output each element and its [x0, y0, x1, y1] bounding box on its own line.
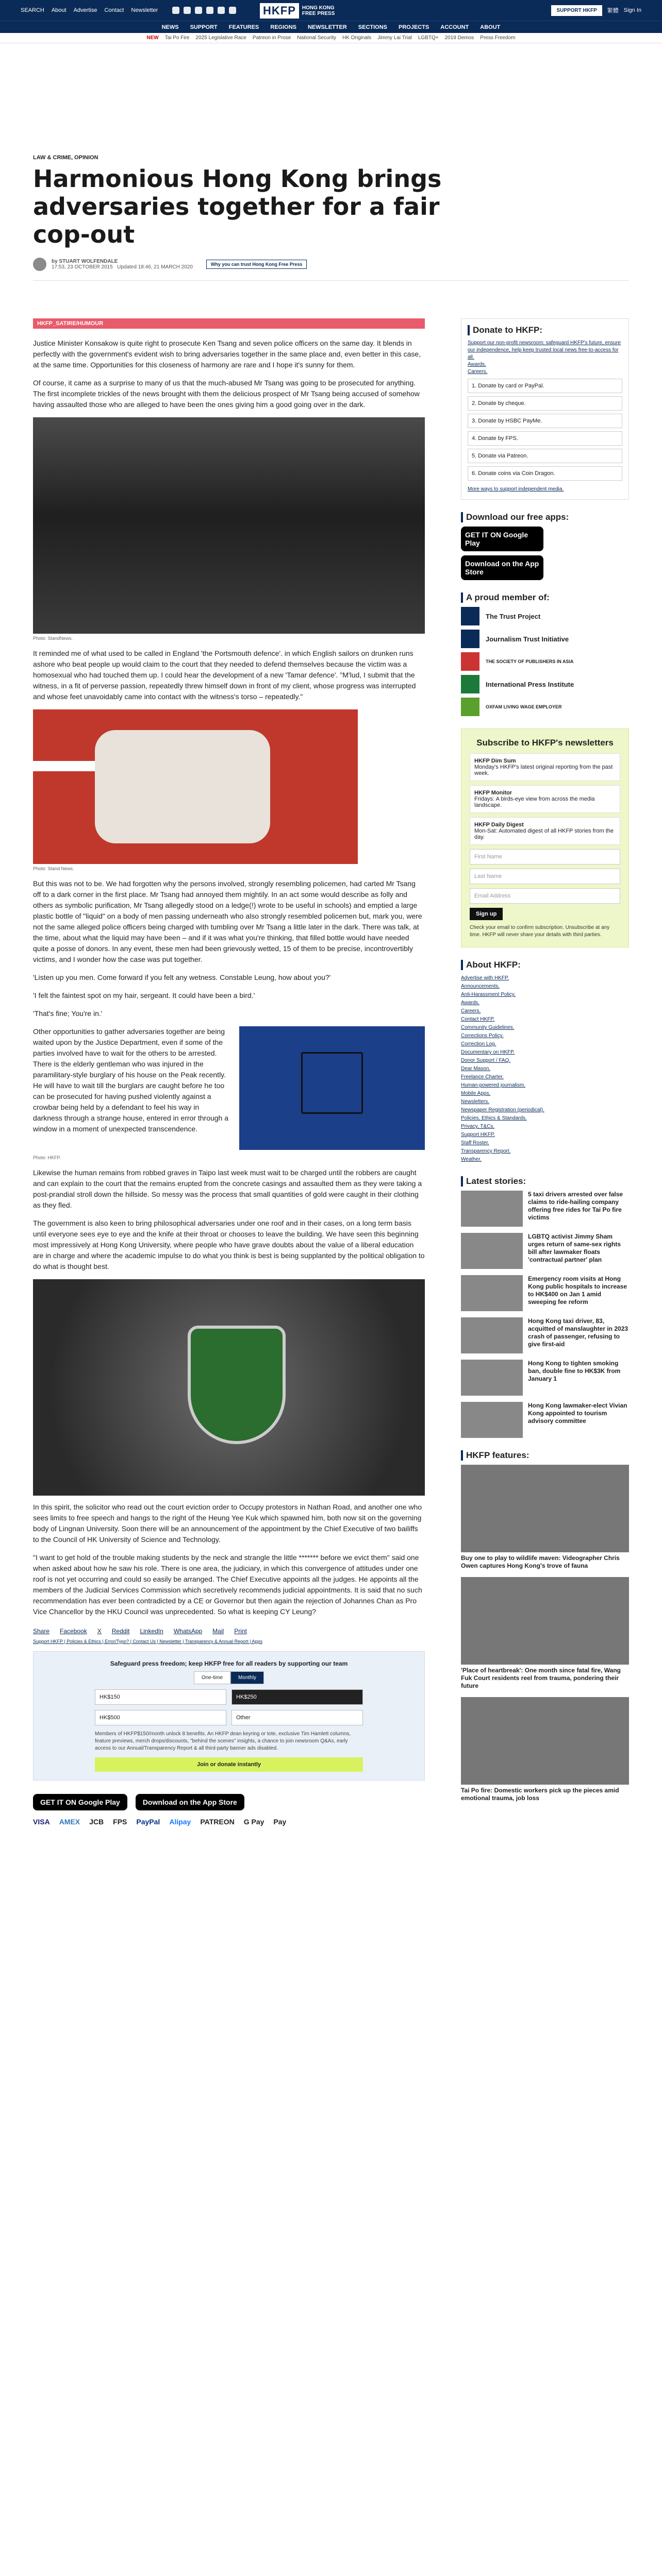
youtube-icon[interactable] [206, 7, 213, 14]
story-title: Emergency room visits at Hong Kong public hospitals to increase to HK$400 on Jan 1 amid sweeping fee reform [528, 1275, 627, 1306]
feature-image[interactable] [461, 1577, 629, 1665]
newsletter-fine-print: Check your email to confirm subscription. Unsubscribe at any time. HKFP will never share your details with third parties. [470, 925, 610, 938]
donate-title: Donate to HKFP: [468, 325, 622, 335]
features-list [461, 1465, 629, 1802]
story-item[interactable] [461, 1233, 629, 1269]
share-facebook[interactable]: Facebook [60, 1628, 87, 1635]
amount-option[interactable]: HK$500 [95, 1710, 226, 1725]
frequency-toggle [42, 1671, 416, 1684]
sidebar [461, 318, 629, 1809]
trending-item[interactable]: 2025 Legislative Race [195, 35, 246, 41]
donate-option[interactable]: 3. Donate by HSBC PayMe. [468, 414, 622, 428]
trending-item[interactable]: HK Originals [342, 35, 372, 41]
gpay-icon: G Pay [243, 1818, 264, 1826]
paragraph: Justice Minister Konsakow is quite right to prosecute Ken Tsang and seven police officers on the same day. It blends in perfectly with the government's evident wish to bring adversaries together in the same place and, even better in this case, at the same time. Opportunities for this closeness of harmony are rare and I hope it's sunny for them. [33, 339, 421, 369]
donate-heading: Safeguard press freedom; keep HKFP free for all readers by supporting our team [110, 1660, 348, 1667]
article-body [33, 318, 425, 1826]
story-title: 5 taxi drivers arrested over false claims to ride-hailing company offering free rides for Tai Po fire victims [528, 1191, 623, 1221]
latest-title: Latest stories: [461, 1176, 629, 1187]
illustration-hand [95, 730, 270, 843]
jti-logo [461, 630, 479, 648]
fps-icon: FPS [113, 1818, 127, 1826]
member-item[interactable] [461, 698, 629, 716]
about-item[interactable]: Correction Log. [461, 1041, 496, 1047]
trending-bar [0, 33, 662, 43]
facebook-icon[interactable] [172, 7, 179, 14]
author-avatar [33, 258, 46, 271]
support-hkfp-button[interactable]: SUPPORT HKFP [551, 5, 602, 16]
amex-icon: AMEX [59, 1818, 80, 1826]
trending-item[interactable]: 2019 Demos [444, 35, 474, 41]
signin-link[interactable]: Sign In [623, 7, 641, 13]
newsletter-option[interactable] [470, 817, 620, 845]
member-list [461, 607, 629, 716]
about-item[interactable]: Newsletters. [461, 1099, 490, 1105]
about-item[interactable]: Documentary on HKFP. [461, 1049, 515, 1055]
updated-date: Updated 18:46, 21 MARCH 2020 [117, 264, 193, 270]
about-item[interactable]: Contact HKFP. [461, 1016, 495, 1022]
newsletter-name: HKFP Monitor [474, 790, 512, 796]
about-item[interactable]: Donor Support / FAQ. [461, 1058, 511, 1063]
member-item[interactable] [461, 607, 629, 625]
trending-item[interactable]: Press Freedom [480, 35, 516, 41]
about-item[interactable]: Announcements. [461, 984, 500, 989]
google-play-badge[interactable]: GET IT ON Google Play [461, 527, 543, 551]
alipay-icon: Alipay [169, 1818, 191, 1826]
main-nav [0, 21, 662, 33]
trending-item[interactable]: National Security [297, 35, 336, 41]
story-title: Hong Kong lawmaker-elect Vivian Kong appointed to tourism advisory committee [528, 1402, 627, 1425]
newsletter-title: Subscribe to HKFP's newsletters [476, 738, 614, 748]
feature-title[interactable]: 'Place of heartbreak': One month since fatal fire, Wang Fuk Court residents reel from trauma, pondering their future [461, 1667, 621, 1689]
newsletter-option[interactable] [470, 785, 620, 813]
visa-icon: VISA [33, 1818, 50, 1826]
story-thumbnail [461, 1360, 523, 1396]
newsletter-desc: Monday's HKFP's latest original reporting from the past week. [474, 764, 613, 776]
story-item[interactable] [461, 1360, 629, 1396]
story-thumbnail [461, 1191, 523, 1227]
newsletter-name: HKFP Daily Digest [474, 822, 524, 828]
trending-item[interactable]: Jimmy Lai Trial [377, 35, 412, 41]
nav-projects[interactable]: PROJECTS [399, 24, 429, 30]
amount-option[interactable]: HK$250 [231, 1689, 363, 1705]
logo-line-2: FREE PRESS [302, 11, 335, 16]
about-item[interactable]: Careers. [461, 1008, 481, 1014]
story-title: Hong Kong taxi driver, 83, acquitted of manslaughter in 2023 crash of passenger, refusing to give first-aid [528, 1317, 628, 1348]
oxfam-logo [461, 698, 479, 716]
story-thumbnail [461, 1233, 523, 1269]
email-field[interactable]: Email Address [470, 888, 620, 904]
story-thumbnail [461, 1317, 523, 1353]
search-link[interactable]: SEARCH [21, 7, 44, 13]
app-store-badge[interactable]: Download on the App Store [136, 1794, 244, 1810]
about-item[interactable]: Dear Mason. [461, 1066, 491, 1072]
about-item[interactable]: Advertise with HKFP. [461, 975, 509, 981]
member-name: Journalism Trust Initiative [486, 635, 569, 643]
more-ways-link[interactable]: More ways to support independent media. [468, 486, 564, 492]
donate-option[interactable]: 5. Donate via Patreon. [468, 449, 622, 463]
footer-links[interactable]: Support HKFP | Policies & Ethics | Error/Typo? | Contact Us | Newsletter | Transparency & Annual Report | Apps [33, 1639, 263, 1644]
article-title: Harmonious Hong Kong brings adversaries together for a fair cop-out [33, 165, 442, 248]
apps-title: Download our free apps: [461, 512, 629, 522]
about-item[interactable]: Staff Roster. [461, 1140, 489, 1146]
jcb-icon: JCB [89, 1818, 104, 1826]
protest-photo [33, 417, 425, 634]
member-name: The Trust Project [486, 612, 541, 620]
donate-box [461, 318, 629, 500]
paragraph: 'That's fine; You're in.' [33, 1009, 103, 1018]
story-item[interactable] [461, 1275, 629, 1311]
article-page [33, 155, 629, 1826]
amount-options [95, 1689, 363, 1725]
topbar-link-contact[interactable]: Contact [104, 7, 124, 13]
share-reddit[interactable]: Reddit [111, 1628, 130, 1635]
donate-widget [33, 1651, 425, 1781]
donate-careers-link[interactable]: Careers. [468, 369, 488, 375]
patreon-icon: PATREON [200, 1818, 235, 1826]
nav-features[interactable]: FEATURES [228, 24, 259, 30]
donate-lead[interactable]: Support our non-profit newsroom: safeguard HKFP's future, ensure our independence, help keep trusted local news free-to-access for all. [468, 340, 621, 360]
share-print[interactable]: Print [234, 1628, 247, 1635]
paragraph: "I want to get hold of the trouble making students by the neck and strangle the little ******* before we evict them" said one when asked about how he saw his role. There is one area, the judiciary, in which this convergence of attitudes under one roof is not yet occurring and could so easily be arranged. The Chief Executive appoints all the judges. He appoints all the members of the Judicial Services Commission which secretively recommends judicial appointments. It is said that no such recommendation has ever been contradicted by a CE or Governor but then again the rejection of Johannes Chan as Pro Vice Chancellor by the HKU Council was unprecedented. So what is keeping CY Leung? [33, 1553, 422, 1616]
app-store-badge[interactable]: Download on the App Store [461, 555, 543, 580]
first-name-field[interactable]: First Name [470, 849, 620, 865]
donate-option[interactable]: 4. Donate by FPS. [468, 431, 622, 446]
donate-note: Members of HKFP$150/month unlock 8 benefits. An HKFP dean keyring or tote, exclusive Tim Hamlett columns, feature previews, merch drops/discounts, "behind the scenes" insights, a chance to join newsroom Q&As, early access to our Annual/Transparency Report & all third-party banner ads disabled. [95, 1731, 351, 1751]
publish-date: 17:53, 23 OCTOBER 2015 [52, 264, 113, 270]
paragraph: Likewise the human remains from robbed graves in Taipo last week must wait to be charged until the robbers are caught and can explain to the court that the remains erupted from the concrete casings and assaulted them as they were taking a post-prandial stroll down the hillside. So messy was the process that small quantities of gold were caught in their clothing as they fled. [33, 1168, 422, 1209]
logo-mark: HKFP [260, 3, 299, 19]
story-title: LGBTQ activist Jimmy Sham urges return of same-sex rights bill after lawmaker floats 'contractual partner' plan [528, 1233, 621, 1263]
join-button[interactable]: Join or donate instantly [95, 1757, 363, 1772]
share-mail[interactable]: Mail [212, 1628, 224, 1635]
about-item[interactable]: Community Guidelines. [461, 1025, 515, 1030]
nav-regions[interactable]: REGIONS [270, 24, 296, 30]
satire-label[interactable]: HKFP_SATIRE/HUMOUR [33, 318, 425, 329]
share-linkedin[interactable]: LinkedIn [140, 1628, 163, 1635]
topbar-link-newsletter[interactable]: Newsletter [131, 7, 158, 13]
about-item[interactable]: Weather. [461, 1157, 482, 1162]
topbar-link-advertise[interactable]: Advertise [73, 7, 97, 13]
logo-line-1: HONG KONG [302, 5, 335, 11]
story-thumbnail [461, 1275, 523, 1311]
signup-button[interactable]: Sign up [470, 908, 503, 920]
donate-option[interactable]: 1. Donate by card or PayPal. [468, 379, 622, 393]
newsletter-option[interactable] [470, 753, 620, 781]
member-item[interactable] [461, 652, 629, 671]
member-name: THE SOCIETY OF PUBLISHERS IN ASIA [486, 659, 574, 664]
nav-news[interactable]: NEWS [161, 24, 179, 30]
donate-option[interactable]: 2. Donate by cheque. [468, 396, 622, 411]
paypal-icon: PayPal [136, 1818, 160, 1826]
story-thumbnail [461, 1402, 523, 1438]
paragraph: In this spirit, the solicitor who read out the court eviction order to Occupy protestors in Nathan Road, and another one who sees limits to free speech and hangs to the right of the Heung Yee Kuk which spawned him, both now sit on the governing body of Lingnan University. Soon there will be an announcement of the appointment by the Chief Executive of two bailiffs to the Council of HK University of Science and Technology. [33, 1503, 422, 1544]
newsletter-desc: Fridays: A birds-eye view from across the media landscape. [474, 796, 595, 808]
paragraph: 'I felt the faintest spot on my hair, sergeant. It could have been a bird.' [33, 991, 255, 999]
member-name: OXFAM LIVING WAGE EMPLOYER [486, 704, 562, 709]
feature-image[interactable] [461, 1465, 629, 1552]
sopa-logo [461, 652, 479, 671]
university-crest-photo [33, 1279, 425, 1496]
feature-image[interactable] [461, 1697, 629, 1785]
story-item[interactable] [461, 1402, 629, 1438]
member-name: International Press Institute [486, 680, 574, 688]
about-list [461, 974, 629, 1164]
about-item[interactable]: Anti-Harassment Policy. [461, 992, 516, 997]
feature-title[interactable]: Buy one to play to wildlife maven: Videographer Chris Owen captures Hong Kong's trove of fauna [461, 1554, 620, 1569]
about-item[interactable]: Freelance Charter. [461, 1074, 504, 1080]
last-name-field[interactable]: Last Name [470, 869, 620, 884]
member-item[interactable] [461, 630, 629, 648]
trending-new-label: NEW [146, 35, 159, 41]
about-item[interactable]: Policies, Ethics & Standards. [461, 1115, 527, 1121]
ipi-logo [461, 675, 479, 693]
share-x[interactable]: X [97, 1628, 102, 1635]
paragraph: The government is also keen to bring philosophical adversaries under one roof and in their cases, on a long term basis until everyone sees eye to eye and the knife at their throat or chooses to leave the building. We have seen this beginning most impressively at Hong Kong University, where people who have grave doubts about the value of a liberal education are in charge and where the academic impulse to do what you think is best is being supplanted by the political obligation to do what is thought best. [33, 1219, 425, 1270]
app-badges [33, 1794, 425, 1810]
amount-option[interactable]: HK$150 [95, 1689, 226, 1705]
about-item[interactable]: Support HKFP. [461, 1132, 495, 1138]
donate-awards-link[interactable]: Awards. [468, 362, 486, 367]
applepay-icon: Pay [273, 1818, 287, 1826]
paragraph: It reminded me of what used to be called in England 'the Portsmouth defence'. in which English sailors on drunken runs ashore who beat people up would claim to the court that they needed to defend themselves because the victim was a homosexual who had touched them up. I could hear the development of a new 'Tamar defence'. "M'lud, I submit that the witness, in a fit of perverse passion, repeatedly threw himself down in front of my client, whose progress was interrupted and whose feet unavoidably came into contact with the witness's torso – repeatedly." [33, 649, 416, 701]
monthly-option[interactable]: Monthly [230, 1671, 264, 1684]
donate-option[interactable]: 6. Donate coins via Coin Dragon. [468, 466, 622, 481]
paragraph: Of course, it came as a surprise to many of us that the much-abused Mr Tsang was going to be prosecuted for anything. The first incomplete trickles of the news brought with them the delicious prospect of Mr Tsang being accused of somehow having assaulted those who are alleged to have been the ones giving him a good going over in the dark. [33, 379, 420, 409]
scale-icon [301, 1052, 363, 1114]
feature-title[interactable]: Tai Po fire: Domestic workers pick up the pieces amid emotional trauma, job loss [461, 1787, 619, 1802]
about-title: About HKFP: [461, 960, 629, 970]
trending-item[interactable]: Tai Po Fire [164, 35, 190, 41]
language-link[interactable]: 繁體 [607, 8, 619, 14]
nav-support[interactable]: SUPPORT [190, 24, 218, 30]
about-item[interactable]: Awards. [461, 1000, 479, 1006]
payment-methods [33, 1818, 301, 1826]
photo-caption: Photo: StandNews. [33, 636, 73, 641]
trust-project-logo [461, 607, 479, 625]
about-item[interactable]: Human-powered journalism. [461, 1082, 526, 1088]
nav-sections[interactable]: SECTIONS [358, 24, 387, 30]
share-bar [33, 1628, 425, 1635]
paragraph: But this was not to be. We had forgotten why the persons involved, strongly resembling policemen, had carted Mr Tsang off to a dark corner in the first place. Mr Tsang had annoyed them mightily. In an act some would describe as folly and others as symbolic purification, Mr Tsang allegedly stood on a ledge(!) wrote to be useful in schools) and emptied a large plastic bottle of "liquid" on a body of men passing underneath who also strongly resembled policemen but, mark you, were not the same alleged police officers being charged with tumbling over Mr Tsang a little later in the dark. There was talk, at the time, about what the liquid may have been – and if it was what you're thinking, that filled bottle would have needed quite a posse of donors. In any event, these men had been grievously wetted, 15 of them to be precise, incontrovertibly victims, and I wonder how the case was put together. [33, 879, 422, 963]
divider [33, 280, 629, 281]
story-item[interactable] [461, 1191, 629, 1227]
photo-caption: Photo: HKFP. [33, 1155, 61, 1160]
about-item[interactable]: Mobile Apps. [461, 1091, 491, 1096]
x-icon[interactable] [184, 7, 191, 14]
about-item[interactable]: Transparency Report. [461, 1148, 511, 1154]
story-item[interactable] [461, 1317, 629, 1353]
newsletter-name: HKFP Dim Sum [474, 758, 516, 764]
about-item[interactable]: Newspaper Registration (periodical). [461, 1107, 544, 1113]
paragraph: Other opportunities to gather adversaries together are being waited upon by the Justice Department, even if some of the parties involved have to wait for the others to be arrested. There is the elderly gentleman who was injured in the paramilitary-style burglary of his house on the Peak recently. He will have to wait till the burglars are caught before he too can be prosecuted for having pushed violently against a crowbar being held by a defendant to feel his way in darkness through a strange house, entered in error through a window in a moment of unexpected transcendence. [33, 1027, 229, 1133]
member-item[interactable] [461, 675, 629, 693]
newsletter-desc: Mon-Sat: Automated digest of all HKFP stories from the day. [474, 828, 614, 840]
social-icons [172, 7, 236, 14]
features-title: HKFP features: [461, 1450, 629, 1461]
latest-list [461, 1191, 629, 1438]
member-title: A proud member of: [461, 592, 629, 603]
share-link[interactable]: Share [33, 1628, 50, 1635]
one-time-option[interactable]: One-time [194, 1671, 230, 1684]
share-whatsapp[interactable]: WhatsApp [173, 1628, 203, 1635]
newsletter-box [461, 728, 629, 947]
satire-hand-illustration [33, 709, 358, 864]
top-bar [0, 0, 662, 21]
nav-newsletter[interactable]: NEWSLETTER [307, 24, 347, 30]
nav-account[interactable]: ACCOUNT [440, 24, 469, 30]
byline [33, 258, 629, 271]
about-item[interactable]: Corrections Policy. [461, 1033, 504, 1039]
hkfp-logo[interactable] [260, 3, 335, 19]
author-name[interactable]: by STUART WOLFENDALE [52, 259, 118, 264]
google-play-badge[interactable]: GET IT ON Google Play [33, 1794, 127, 1810]
about-item[interactable]: Privacy, T&Cs. [461, 1124, 495, 1129]
topbar-link-about[interactable]: About [51, 7, 67, 13]
trust-link[interactable]: Why you can trust Hong Kong Free Press [206, 260, 307, 269]
story-title: Hong Kong to tighten smoking ban, double fine to HK$3K from January 1 [528, 1360, 621, 1382]
paragraph: 'Listen up you men. Come forward if you felt any wetness. Constable Leung, how about you?' [33, 973, 331, 981]
instagram-icon[interactable] [195, 7, 202, 14]
crest-icon [188, 1326, 286, 1444]
linkedin-icon[interactable] [218, 7, 225, 14]
justice-scale-image [239, 1026, 425, 1150]
nav-about[interactable]: ABOUT [480, 24, 501, 30]
trending-item[interactable]: LGBTQ+ [418, 35, 439, 41]
trending-item[interactable]: Patreon in Prose [252, 35, 291, 41]
threads-icon[interactable] [229, 7, 236, 14]
amount-option[interactable]: Other [231, 1710, 363, 1725]
photo-caption: Photo: Stand News. [33, 866, 74, 871]
article-category[interactable]: LAW & CRIME, OPINION [33, 155, 98, 161]
